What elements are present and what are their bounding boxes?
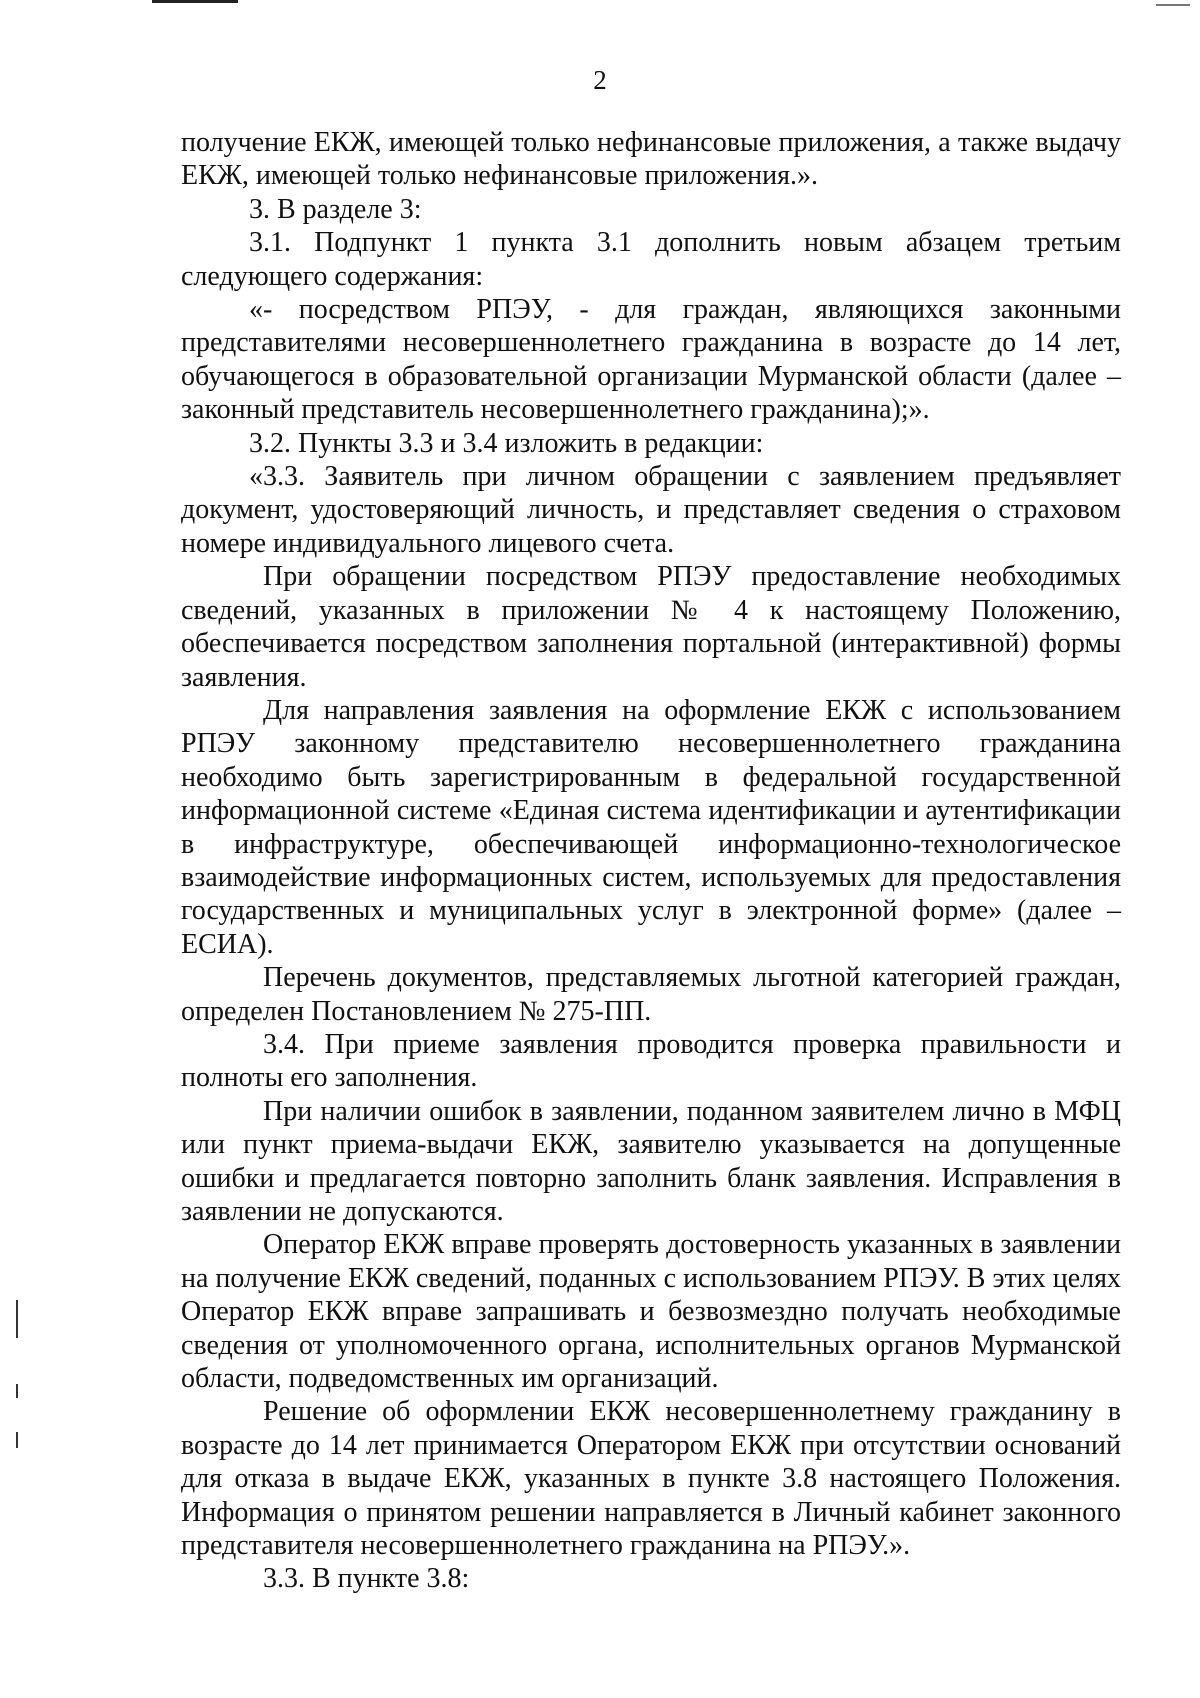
paragraph-1: получение ЕКЖ, имеющей только нефинансовые приложения, а также выдачу ЕКЖ, имеющей только нефинансовые приложения.». — [181, 127, 1121, 192]
paragraph-5: 3.2. Пункты 3.3 и 3.4 изложить в редакции: — [249, 427, 764, 459]
paragraph-14: 3.3. В пункте 3.8: — [263, 1563, 470, 1595]
paragraph-2: 3. В разделе 3: — [249, 193, 422, 225]
paragraph-6: «3.3. Заявитель при личном обращении с заявлением предъявляет документ, удостоверяющий личность, и представляет сведения о страховом номере индивидуального лицевого счета. — [181, 461, 1121, 559]
paragraph-9: Перечень документов, представляемых льготной категорией граждан, определен Постановлением № 275-ПП. — [181, 962, 1121, 1027]
top-scan-rule — [152, 0, 238, 3]
paragraph-4: «- посредством РПЭУ, - для граждан, являющихся законными представителями несовершеннолетнего гражданина в возрасте до 14 лет, обучающегося в образовательной организации Мурманской области (далее – законный представитель несовершеннолетнего гражданина);». — [181, 294, 1121, 426]
left-margin-mark-1 — [16, 1300, 18, 1338]
paragraph-12: Оператор ЕКЖ вправе проверять достоверность указанных в заявлении на получение ЕКЖ сведений, поданных с использованием РПЭУ. В этих целях Оператор ЕКЖ вправе запрашивать и безвозмездно получать необходимые сведения от уполномоченного органа, исполнительных органов Мурманской области, подведомственных им организаций. — [181, 1229, 1121, 1395]
paragraph-13: Решение об оформлении ЕКЖ несовершеннолетнему гражданину в возрасте до 14 лет принимается Оператором ЕКЖ при отсутствии оснований для отказа в выдаче ЕКЖ, указанных в пункте 3.8 настоящего Положения. Информация о принятом решении направляется в Личный кабинет законного представителя несовершеннолетнего гражданина на РПЭУ.». — [181, 1396, 1121, 1562]
paragraph-10: 3.4. При приеме заявления проводится проверка правильности и полноты его заполнения. — [181, 1028, 1121, 1094]
page-number: 2 — [593, 65, 607, 95]
paragraph-8: Для направления заявления на оформление ЕКЖ с использованием РПЭУ законному представителю несовершеннолетнего гражданина необходимо быть зарегистрированным в федеральной государственной информационной системе «Единая система идентификации и аутентификации в инфраструктуре, обеспечивающей информационно-технологическое взаимодействие информационных систем, используемых для предоставления государственных и муниципальных услуг в электронной форме» (далее – ЕСИА). — [181, 694, 1121, 960]
paragraph-11: При наличии ошибок в заявлении, поданном заявителем лично в МФЦ или пункт приема-выдачи ЕКЖ, заявителю указывается на допущенные ошибки и предлагается повторно заполнить бланк заявления. Исправления в заявлении не допускаются. — [181, 1095, 1121, 1227]
paragraph-3: 3.1. Подпункт 1 пункта 3.1 дополнить новым абзацем третьим следующего содержания: — [181, 227, 1121, 292]
document-body — [181, 126, 1121, 1596]
left-margin-mark-2 — [16, 1384, 18, 1398]
left-margin-mark-3 — [16, 1432, 18, 1448]
paragraph-7: При обращении посредством РПЭУ предоставление необходимых сведений, указанных в приложении № 4 к настоящему Положению, обеспечивается посредством заполнения портальной (интерактивной) формы заявления. — [181, 561, 1121, 693]
top-right-scan-mark — [1156, 4, 1190, 6]
